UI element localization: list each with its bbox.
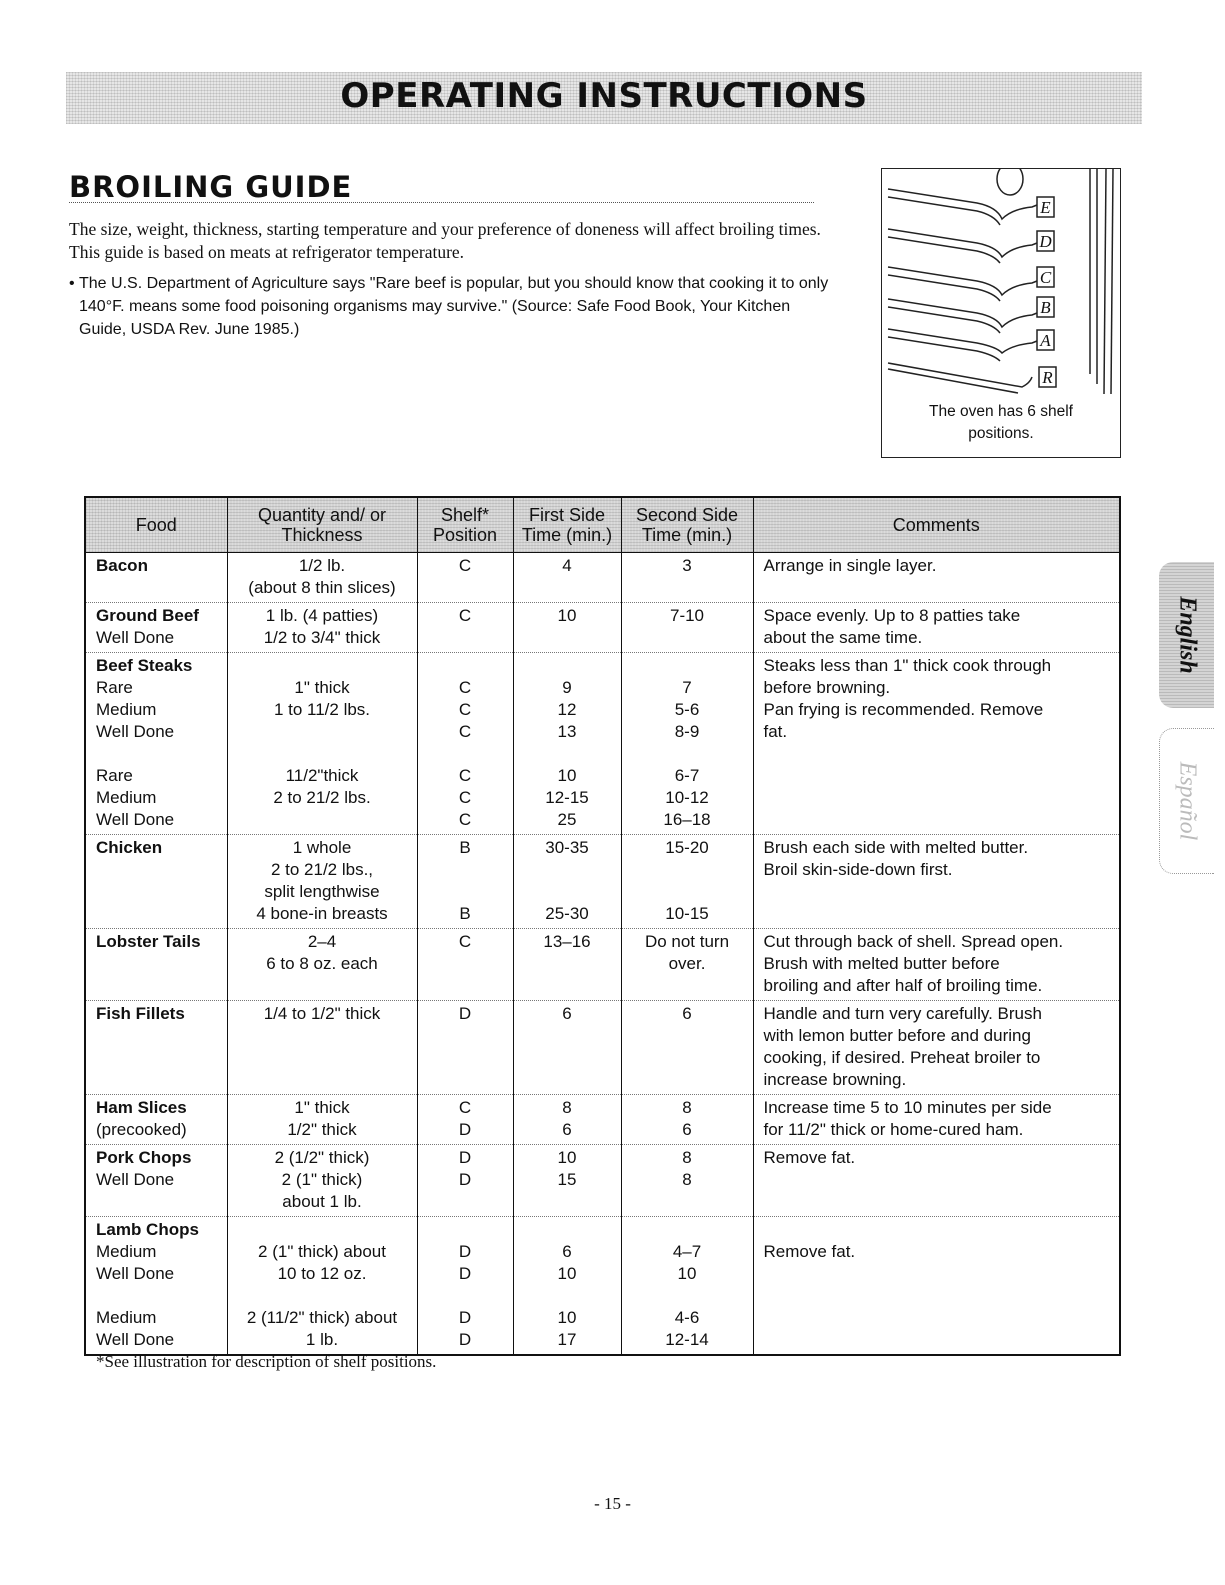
comment-line: fat. (763, 722, 788, 741)
shelf-line: C (458, 810, 472, 829)
time-line: 6-7 (674, 766, 700, 785)
food-name: Ground Beef (96, 606, 199, 625)
food-sub: (precooked) (96, 1120, 187, 1139)
food-name: Ham Slices (96, 1098, 187, 1117)
header-line: Shelf* (440, 505, 490, 525)
table-header-row (85, 497, 1120, 553)
quantity-cell (227, 1095, 417, 1145)
shelf-cell: C (417, 603, 513, 653)
shelf-cell (417, 835, 513, 929)
quantity-cell (227, 653, 417, 835)
food-cell (85, 1001, 227, 1095)
food-name: Pork Chops (96, 1148, 192, 1167)
comment-line: cooking, if desired. Preheat broiler to (763, 1048, 1041, 1067)
time-line: 16–18 (663, 810, 711, 829)
time-line: 8 (562, 1098, 572, 1117)
comments-cell: Arrange in single layer. (753, 553, 1120, 603)
table-row (85, 1095, 1120, 1145)
shelf-label-e: E (1040, 198, 1051, 217)
comment-line: Steaks less than 1" thick cook through (763, 656, 1052, 675)
first-side-cell (513, 835, 621, 929)
food-sub: Rare (96, 766, 133, 785)
col-header-food: Food (85, 497, 227, 553)
comments-cell (753, 653, 1120, 835)
quantity-line: 1 to 11/2 lbs. (273, 700, 371, 719)
header-line: Thickness (281, 525, 363, 545)
shelf-cell (417, 653, 513, 835)
food-name: Lobster Tails (96, 932, 201, 951)
quantity-line: split lengthwise (264, 882, 380, 901)
table-row (85, 1001, 1120, 1095)
table-row (85, 553, 1120, 603)
col-header-shelf (417, 497, 513, 553)
food-cell (85, 553, 227, 603)
shelf-line: D (458, 1330, 472, 1349)
food-name: Beef Steaks (96, 656, 193, 675)
header-banner (66, 72, 1142, 124)
time-line: 10 (557, 1148, 577, 1167)
header-line: Quantity and/ or (257, 505, 387, 525)
shelf-line: D (458, 1308, 472, 1327)
comment-line: broiling and after half of broiling time. (763, 976, 1043, 995)
shelf-label-b: B (1040, 298, 1051, 317)
quantity-cell: 1/4 to 1/2" thick (227, 1001, 417, 1095)
food-cell (85, 603, 227, 653)
col-header-first-side (513, 497, 621, 553)
food-cell (85, 1145, 227, 1217)
quantity-line: 1" thick (294, 1098, 350, 1117)
shelf-line: D (458, 1264, 472, 1283)
quantity-line: 2 (1" thick) (281, 1170, 363, 1189)
shelf-label-d: D (1039, 232, 1052, 251)
shelf-label-r: R (1042, 368, 1053, 387)
section-title: BROILING GUIDE (69, 170, 353, 204)
time-line: 10 (557, 1264, 577, 1283)
food-sub: Well Done (96, 722, 175, 741)
page-number: - 15 - (594, 1494, 631, 1513)
comment-line: for 11/2" thick or home-cured ham. (763, 1120, 1024, 1139)
first-side-cell: 10 (513, 603, 621, 653)
shelf-line: C (458, 722, 472, 741)
comment-line: before browning. (763, 678, 891, 697)
time-line: 7 (682, 678, 692, 697)
food-sub: Well Done (96, 628, 175, 647)
second-side-cell (621, 929, 753, 1001)
first-side-cell: 4 (513, 553, 621, 603)
shelf-cell: C (417, 929, 513, 1001)
comment-line: about the same time. (763, 628, 923, 647)
time-line: 15 (557, 1170, 577, 1189)
comment-line: Brush each side with melted butter. (763, 838, 1029, 857)
time-line: 6 (682, 1120, 692, 1139)
time-line: 6 (562, 1242, 572, 1261)
oven-shelf-illustration (882, 169, 1122, 409)
tab-espanol-label: Español (1174, 761, 1201, 841)
tab-espanol[interactable] (1159, 728, 1214, 874)
tab-english[interactable] (1159, 562, 1214, 708)
usda-note-text: The U.S. Department of Agriculture says "Rare beef is popular, but you should know that cooking it to only 140°F. means some food poisoning organisms may survive." (Source: Safe Food Book, Your Kitchen Guide, USDA Rev. June 1985.) (79, 275, 829, 338)
food-sub: Medium (96, 1242, 157, 1261)
comments-cell (753, 603, 1120, 653)
banner-title: OPERATING INSTRUCTIONS (340, 76, 868, 116)
quantity-line: 1/2 lb. (298, 556, 346, 575)
table-row (85, 835, 1120, 929)
comment-line: with lemon butter before and during (763, 1026, 1031, 1045)
first-side-cell (513, 1145, 621, 1217)
food-sub: Medium (96, 788, 157, 807)
shelf-positions-figure (881, 168, 1121, 458)
shelf-line: C (458, 1098, 472, 1117)
comment-line: Remove fat. (763, 1242, 856, 1261)
time-line: 30-35 (545, 838, 589, 857)
time-line: 4–7 (672, 1242, 702, 1261)
comment-line: Handle and turn very carefully. Brush (763, 1004, 1042, 1023)
time-line: 17 (557, 1330, 577, 1349)
bullet-marker: • (69, 275, 75, 292)
time-line: 12-14 (665, 1330, 709, 1349)
time-line: Do not turn (644, 932, 730, 951)
first-side-cell (513, 1095, 621, 1145)
food-sub: Rare (96, 678, 133, 697)
quantity-line: 2 to 21/2 lbs. (273, 788, 371, 807)
food-sub: Well Done (96, 1330, 175, 1349)
comment-line: Space evenly. Up to 8 patties take (763, 606, 1021, 625)
quantity-cell (227, 929, 417, 1001)
food-sub: Well Done (96, 1170, 175, 1189)
quantity-line: 1 lb. (4 patties) (265, 606, 379, 625)
quantity-line: 1" thick (294, 678, 350, 697)
second-side-cell: 7-10 (621, 603, 753, 653)
food-cell (85, 929, 227, 1001)
caption-line: positions. (968, 425, 1034, 442)
food-name: Lamb Chops (96, 1220, 199, 1239)
food-name: Fish Fillets (96, 1004, 185, 1023)
time-line: 4-6 (674, 1308, 700, 1327)
tab-english-label: English (1174, 596, 1200, 674)
time-line: 12-15 (545, 788, 589, 807)
quantity-line: 2 (11/2" thick) about (246, 1308, 398, 1327)
food-cell (85, 835, 227, 929)
time-line: 10-15 (665, 904, 709, 923)
shelf-line: C (458, 678, 472, 697)
section-rule (69, 202, 814, 203)
shelf-line: C (458, 788, 472, 807)
quantity-cell (227, 553, 417, 603)
comment-line: Broil skin-side-down first. (763, 860, 953, 879)
time-line: over. (668, 954, 706, 973)
quantity-line: 11/2"thick (285, 766, 359, 785)
first-side-cell (513, 1217, 621, 1356)
quantity-cell (227, 1217, 417, 1356)
shelf-label-c: C (1039, 268, 1052, 287)
caption-line: The oven has 6 shelf (929, 403, 1073, 420)
shelf-line: D (458, 1120, 472, 1139)
food-sub: Well Done (96, 810, 175, 829)
second-side-cell (621, 1217, 753, 1356)
quantity-cell (227, 603, 417, 653)
food-name: Chicken (96, 838, 163, 857)
second-side-cell: 6 (621, 1001, 753, 1095)
shelf-cell (417, 1095, 513, 1145)
usda-note (69, 272, 829, 341)
time-line: 15-20 (665, 838, 709, 857)
quantity-cell (227, 835, 417, 929)
time-line: 8 (682, 1148, 692, 1167)
time-line: 10-12 (665, 788, 709, 807)
time-line: 12 (557, 700, 577, 719)
food-sub: Medium (96, 1308, 157, 1327)
table-row (85, 1145, 1120, 1217)
shelf-cell: D (417, 1001, 513, 1095)
header-line: Time (min.) (521, 525, 613, 545)
second-side-cell (621, 835, 753, 929)
time-line: 25 (557, 810, 577, 829)
quantity-line: 1/2" thick (287, 1120, 357, 1139)
time-line: 10 (677, 1264, 697, 1283)
comments-cell (753, 835, 1120, 929)
quantity-line: 10 to 12 oz. (277, 1264, 367, 1283)
shelf-cell: C (417, 553, 513, 603)
quantity-line: 2 (1" thick) about (258, 1242, 386, 1261)
first-side-cell (513, 653, 621, 835)
shelf-label-a: A (1040, 331, 1051, 350)
comment-line: Brush with melted butter before (763, 954, 1000, 973)
shelf-cell (417, 1145, 513, 1217)
comment-line: Cut through back of shell. Spread open. (763, 932, 1064, 951)
quantity-line: 2 (1/2" thick) (274, 1148, 370, 1167)
col-header-second-side (621, 497, 753, 553)
first-side-cell: 13–16 (513, 929, 621, 1001)
time-line: 9 (562, 678, 572, 697)
broiling-guide-table (84, 496, 1121, 1356)
col-header-quantity (227, 497, 417, 553)
food-cell (85, 1095, 227, 1145)
second-side-cell (621, 653, 753, 835)
food-cell (85, 1217, 227, 1356)
comment-line: increase browning. (763, 1070, 907, 1089)
quantity-line: 1 whole (292, 838, 352, 857)
comment-line: Pan frying is recommended. Remove (763, 700, 1044, 719)
quantity-line: 2 to 21/2 lbs., (270, 860, 374, 879)
table-row (85, 653, 1120, 835)
time-line: 25-30 (545, 904, 589, 923)
header-line: First Side (528, 505, 606, 525)
shelf-line: D (458, 1170, 472, 1189)
quantity-line: about 1 lb. (282, 1192, 362, 1211)
table-row (85, 603, 1120, 653)
time-line: 10 (557, 1308, 577, 1327)
quantity-line: 4 bone-in breasts (256, 904, 388, 923)
shelf-line: D (458, 1242, 472, 1261)
comments-cell (753, 1217, 1120, 1356)
time-line: 10 (557, 766, 577, 785)
time-line: 5-6 (674, 700, 700, 719)
col-header-comments: Comments (753, 497, 1120, 553)
figure-caption (882, 401, 1120, 445)
time-line: 8 (682, 1098, 692, 1117)
header-line: Position (432, 525, 498, 545)
quantity-line: 6 to 8 oz. each (266, 954, 378, 973)
header-line: Time (min.) (641, 525, 733, 545)
food-sub: Medium (96, 700, 157, 719)
quantity-line: 1 lb. (305, 1330, 339, 1349)
second-side-cell: 3 (621, 553, 753, 603)
table-row (85, 1217, 1120, 1356)
food-name: Bacon (96, 556, 148, 575)
comment-line: Increase time 5 to 10 minutes per side (763, 1098, 1052, 1117)
shelf-line: C (458, 766, 472, 785)
shelf-line: B (459, 838, 471, 857)
time-line: 8-9 (674, 722, 700, 741)
table-row (85, 929, 1120, 1001)
quantity-line: (about 8 thin slices) (248, 578, 396, 597)
food-sub: Well Done (96, 1264, 175, 1283)
comments-cell: Remove fat. (753, 1145, 1120, 1217)
first-side-cell: 6 (513, 1001, 621, 1095)
quantity-line: 1/2 to 3/4" thick (263, 628, 381, 647)
intro-paragraph: The size, weight, thickness, starting temperature and your preference of doneness will affect broiling times. This guide is based on meats at refrigerator temperature. (69, 219, 821, 262)
comments-cell (753, 1095, 1120, 1145)
shelf-line: C (458, 700, 472, 719)
comments-cell (753, 929, 1120, 1001)
second-side-cell (621, 1095, 753, 1145)
shelf-line: B (459, 904, 471, 923)
shelf-cell (417, 1217, 513, 1356)
quantity-cell (227, 1145, 417, 1217)
time-line: 8 (682, 1170, 692, 1189)
time-line: 6 (562, 1120, 572, 1139)
shelf-line: D (458, 1148, 472, 1167)
header-line: Second Side (635, 505, 739, 525)
footnote: *See illustration for description of shelf positions. (96, 1352, 437, 1371)
quantity-line: 2–4 (307, 932, 337, 951)
comments-cell (753, 1001, 1120, 1095)
second-side-cell (621, 1145, 753, 1217)
time-line: 13 (557, 722, 577, 741)
food-cell (85, 653, 227, 835)
